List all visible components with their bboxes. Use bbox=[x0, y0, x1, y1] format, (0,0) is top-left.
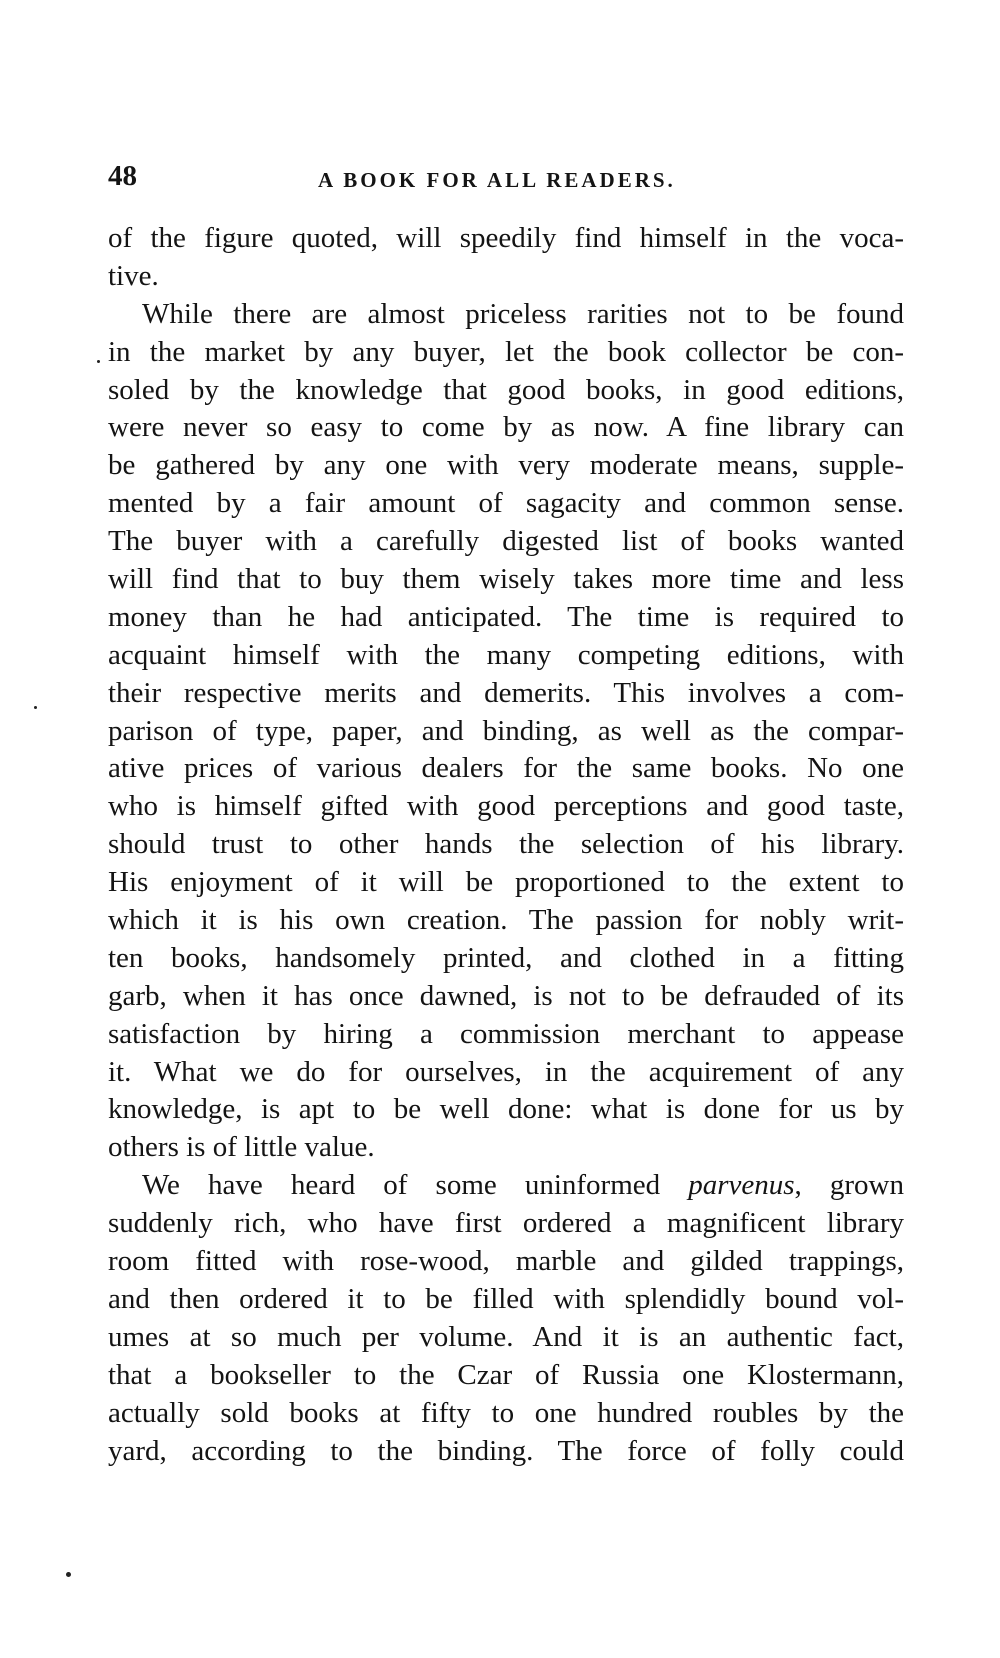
text-line: their respective merits and demerits. This involves a com- bbox=[108, 676, 904, 709]
text-line: actually sold books at fifty to one hundred roubles by the bbox=[108, 1396, 904, 1429]
text-line: umes at so much per volume. And it is an authentic fact, bbox=[108, 1320, 904, 1353]
text-fragment: , grown bbox=[794, 1169, 904, 1202]
text-line: suddenly rich, who have first ordered a magnificent library bbox=[108, 1207, 904, 1240]
text-line: which it is his own creation. The passion for nobly writ- bbox=[108, 904, 904, 937]
scan-speck bbox=[34, 706, 37, 709]
text-line: The buyer with a carefully digested list of books wanted bbox=[108, 525, 904, 558]
text-line: that a bookseller to the Czar of Russia one Klostermann, bbox=[108, 1358, 904, 1391]
body-text bbox=[108, 220, 904, 1470]
text-line: should trust to other hands the selection of his library. bbox=[108, 828, 904, 861]
text-line: room fitted with rose-wood, marble and gilded trappings, bbox=[108, 1245, 904, 1278]
text-line: ten books, handsomely printed, and clothed in a fitting bbox=[108, 941, 904, 974]
text-line: will find that to buy them wisely takes more time and less bbox=[108, 563, 904, 596]
text-line: While there are almost priceless rarities not to be found bbox=[142, 297, 904, 330]
text-line: in the market by any buyer, let the book collector be con- bbox=[108, 335, 904, 368]
text-line: garb, when it has once dawned, is not to be defrauded of its bbox=[108, 979, 904, 1012]
scan-speck bbox=[97, 360, 100, 363]
text-line: tive. bbox=[108, 259, 159, 292]
text-line: acquaint himself with the many competing editions, with bbox=[108, 638, 904, 671]
text-fragment: We have heard of some uninformed bbox=[142, 1169, 689, 1202]
text-line: ative prices of various dealers for the same books. No one bbox=[108, 752, 904, 785]
italic-word: parvenus bbox=[688, 1169, 795, 1202]
text-line: His enjoyment of it will be proportioned to the extent to bbox=[108, 866, 904, 899]
running-head: A BOOK FOR ALL READERS. bbox=[318, 168, 676, 192]
text-line: who is himself gifted with good perceptions and good taste, bbox=[108, 790, 904, 823]
page-number: 48 bbox=[108, 160, 137, 192]
text-line: and then ordered it to be filled with splendidly bound vol- bbox=[108, 1282, 904, 1315]
text-line: satisfaction by hiring a commission merchant to appease bbox=[108, 1017, 904, 1050]
text-line: others is of little value. bbox=[108, 1131, 375, 1164]
text-line: mented by a fair amount of sagacity and common sense. bbox=[108, 487, 904, 520]
text-line: be gathered by any one with very moderate means, supple- bbox=[108, 449, 904, 482]
scan-speck bbox=[66, 1572, 71, 1577]
text-line: soled by the knowledge that good books, in good editions, bbox=[108, 373, 904, 406]
text-line: knowledge, is apt to be well done: what is done for us by bbox=[108, 1093, 904, 1126]
text-line: were never so easy to come by as now. A fine library can bbox=[108, 411, 904, 444]
text-line: parison of type, paper, and binding, as well as the compar- bbox=[108, 714, 904, 747]
text-line: it. What we do for ourselves, in the acquirement of any bbox=[108, 1055, 904, 1088]
text-line: money than he had anticipated. The time is required to bbox=[108, 600, 904, 633]
text-line: of the figure quoted, will speedily find himself in the voca- bbox=[108, 222, 904, 254]
text-line: yard, according to the binding. The force of folly could bbox=[108, 1434, 904, 1467]
text-line bbox=[108, 1167, 904, 1205]
